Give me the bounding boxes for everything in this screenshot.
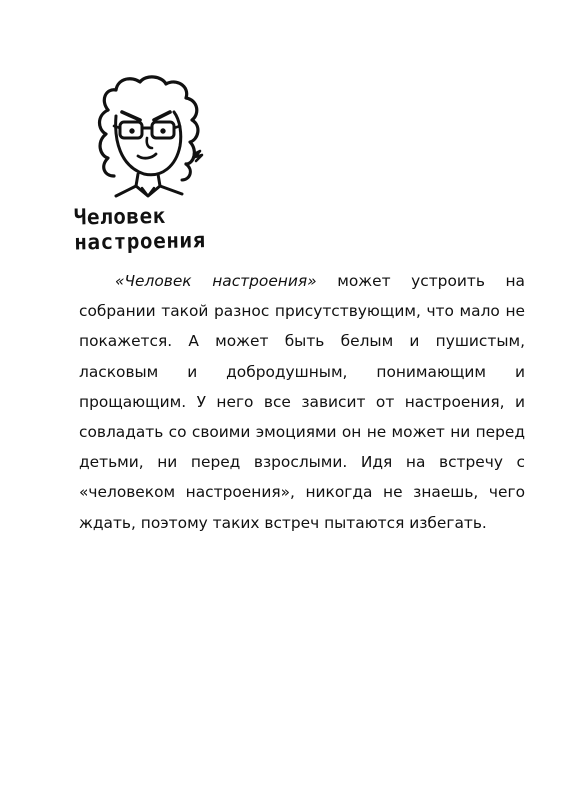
caption-line-1: Человек <box>73 203 166 230</box>
illustration-caption <box>74 203 245 256</box>
person-doodle-icon <box>70 70 220 210</box>
term-italic: «Человек настроения» <box>115 272 317 290</box>
caption-line-2: настроения <box>74 228 206 255</box>
body-paragraph <box>79 266 525 538</box>
paragraph-text: может устроить на собрании такой разнос присутствующим, что мало не покажется. А может быть белым и пушистым, ласковым и добродушным, понимающим и прощающим. У него все зависит от настроения, и совладать со своими эмоциями он не может ни перед детьми, ни перед взрослыми. Идя на встречу с «человеком настроения», никогда не знаешь, чего ждать, поэтому таких встреч пытаются избегать. <box>79 272 525 532</box>
